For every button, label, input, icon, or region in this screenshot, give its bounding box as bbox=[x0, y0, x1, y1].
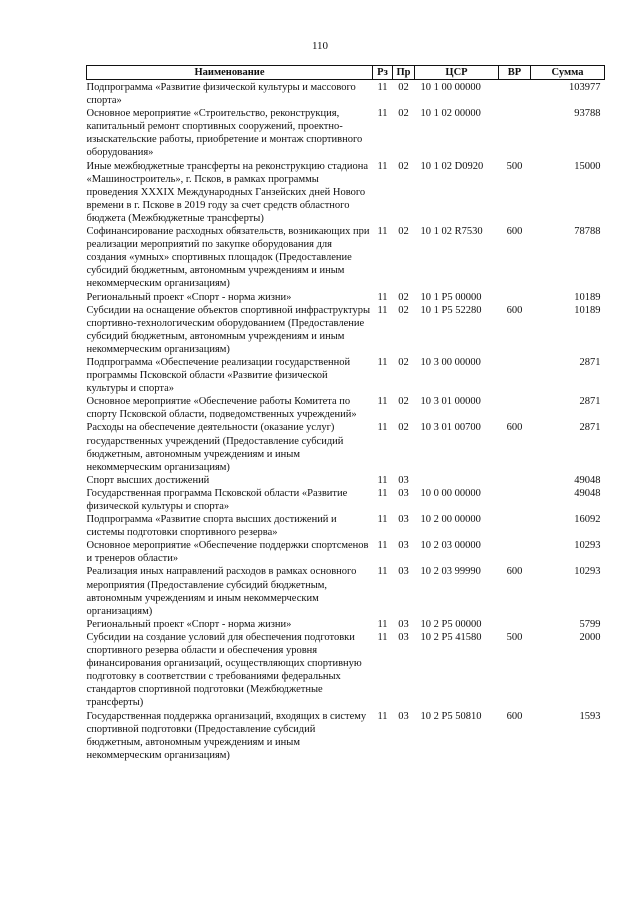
row-sum: 2871 bbox=[579, 356, 601, 368]
row-rz: 11 bbox=[377, 710, 388, 722]
row-name: Государственная программа Псковской области «Развитие физической культуры и спорта» bbox=[86, 487, 348, 512]
row-name: Основное мероприятие «Строительство, реконструкция, капитальный ремонт спортивных сооружений, проектно-изыскательские работы, приобретение и монтаж спортивного оборудования» bbox=[86, 108, 363, 159]
row-pr: 02 bbox=[398, 108, 409, 120]
header-csr: ЦСР bbox=[415, 66, 499, 80]
row-vr bbox=[499, 107, 531, 159]
row-rz: 11 bbox=[377, 396, 388, 408]
row-rz: 11 bbox=[377, 618, 388, 630]
row-sum: 10189 bbox=[574, 291, 601, 303]
row-rz: 11 bbox=[377, 514, 388, 526]
row-csr: 10 3 01 00700 bbox=[420, 422, 481, 434]
row-pr: 02 bbox=[398, 396, 409, 408]
header-pr: Пр bbox=[393, 66, 415, 80]
row-vr: 500 bbox=[506, 160, 523, 172]
row-csr: 10 0 00 00000 bbox=[420, 487, 481, 499]
row-name: Подпрограмма «Обеспечение реализации государственной программы Псковской области «Развитие физической культуры и спорта» bbox=[86, 356, 351, 395]
row-name: Основное мероприятие «Обеспечение поддержки спортсменов и тренеров области» bbox=[86, 540, 369, 565]
row-pr: 02 bbox=[398, 226, 409, 238]
table-row bbox=[87, 539, 605, 565]
row-rz: 11 bbox=[377, 631, 388, 643]
row-vr bbox=[499, 395, 531, 421]
row-sum: 103977 bbox=[569, 82, 601, 93]
table-row bbox=[87, 356, 605, 395]
row-rz: 11 bbox=[377, 474, 388, 486]
row-pr: 03 bbox=[398, 631, 409, 643]
row-sum: 2871 bbox=[579, 422, 601, 434]
row-name: Иные межбюджетные трансферты на реконструкцию стадиона «Машиностроитель», г. Псков, в рамках программы проведения XXXIX Международных Ганзейских дней Нового времени в г. Пскове в 2019 году за счет средств областного бюджета (Межбюджетные трансферты) bbox=[86, 160, 368, 224]
row-name: Спорт высших достижений bbox=[86, 474, 210, 486]
row-rz: 11 bbox=[377, 566, 388, 578]
row-pr: 02 bbox=[398, 291, 409, 303]
row-rz: 11 bbox=[377, 226, 388, 238]
row-pr: 02 bbox=[398, 304, 409, 316]
row-vr bbox=[499, 487, 531, 513]
table-row bbox=[87, 80, 605, 108]
row-csr: 10 1 02 00000 bbox=[420, 108, 481, 120]
row-pr: 03 bbox=[398, 487, 409, 499]
row-csr: 10 1 P5 52280 bbox=[420, 304, 482, 316]
page-number: 110 bbox=[311, 40, 329, 52]
table-row bbox=[87, 513, 605, 539]
table-row bbox=[87, 291, 605, 304]
row-vr: 600 bbox=[506, 304, 523, 316]
row-vr bbox=[499, 539, 531, 565]
table-row bbox=[87, 421, 605, 473]
row-pr: 03 bbox=[398, 474, 409, 486]
row-vr bbox=[499, 80, 531, 108]
row-csr: 10 2 03 00000 bbox=[420, 540, 481, 552]
row-csr: 10 2 03 99990 bbox=[420, 566, 481, 578]
row-rz: 11 bbox=[377, 82, 388, 93]
row-pr: 02 bbox=[398, 356, 409, 368]
table-body bbox=[87, 80, 605, 762]
row-name: Подпрограмма «Развитие физической культуры и массового спорта» bbox=[86, 82, 356, 107]
row-pr: 03 bbox=[398, 514, 409, 526]
row-rz: 11 bbox=[377, 540, 388, 552]
row-csr: 10 1 P5 00000 bbox=[420, 291, 482, 303]
row-pr: 02 bbox=[398, 82, 409, 93]
row-vr: 600 bbox=[506, 422, 523, 434]
table-row bbox=[87, 565, 605, 617]
row-pr: 03 bbox=[398, 710, 409, 722]
row-csr: 10 1 00 00000 bbox=[420, 82, 481, 93]
row-sum: 10293 bbox=[574, 540, 601, 552]
row-csr: 10 3 01 00000 bbox=[420, 396, 481, 408]
row-name: Подпрограмма «Развитие спорта высших достижений и системы подготовки спортивного резерва» bbox=[86, 514, 337, 539]
row-sum: 10189 bbox=[574, 304, 601, 316]
row-name: Региональный проект «Спорт - норма жизни» bbox=[86, 618, 292, 630]
row-rz: 11 bbox=[377, 422, 388, 434]
row-name: Субсидии на создание условий для обеспечения подготовки спортивного резерва области и обеспечения уровня финансирования организаций, осуществляющих спортивную подготовку в соответствии с требованиями федеральных стандартов спортивной подготовки (Межбюджетные трансферты) bbox=[86, 631, 362, 709]
table-row bbox=[87, 487, 605, 513]
row-name: Основное мероприятие «Обеспечение работы Комитета по спорту Псковской области, подведомственных учреждений» bbox=[86, 396, 357, 421]
row-sum: 49048 bbox=[574, 474, 601, 486]
row-name: Субсидии на оснащение объектов спортивной инфраструктуры спортивно-технологическим оборудованием (Предоставление субсидий бюджетным, автономным учреждениям и иным некоммерческим организациям) bbox=[86, 304, 371, 355]
table-row bbox=[87, 618, 605, 631]
row-name: Расходы на обеспечение деятельности (оказание услуг) государственных учреждений (Предоставление субсидий бюджетным, автономным учреждениям и иным некоммерческим организациям) bbox=[86, 422, 344, 473]
row-vr bbox=[499, 291, 531, 304]
row-csr: 10 2 P5 41580 bbox=[420, 631, 482, 643]
row-name: Региональный проект «Спорт - норма жизни» bbox=[86, 291, 292, 303]
row-sum: 5799 bbox=[579, 618, 601, 630]
row-vr bbox=[499, 618, 531, 631]
table-header-row bbox=[87, 66, 605, 80]
row-rz: 11 bbox=[377, 108, 388, 120]
table-row bbox=[87, 304, 605, 356]
row-name: Реализация иных направлений расходов в рамках основного мероприятия (Предоставление субсидий бюджетным, автономным учреждениям и иным некоммерческим организациям) bbox=[86, 566, 357, 617]
row-rz: 11 bbox=[377, 160, 388, 172]
row-sum: 10293 bbox=[574, 566, 601, 578]
row-vr: 600 bbox=[506, 710, 523, 722]
row-csr bbox=[415, 474, 499, 487]
budget-table bbox=[86, 65, 605, 762]
row-rz: 11 bbox=[377, 487, 388, 499]
table-row bbox=[87, 107, 605, 159]
table-row bbox=[87, 631, 605, 710]
row-vr: 500 bbox=[506, 631, 523, 643]
row-csr: 10 3 00 00000 bbox=[420, 356, 481, 368]
header-rz: Рз bbox=[373, 66, 393, 80]
row-csr: 10 1 02 R7530 bbox=[420, 226, 483, 238]
header-name: Наименование bbox=[87, 66, 373, 80]
row-name: Софинансирование расходных обязательств, возникающих при реализации мероприятий по закупке оборудования для создания «умных» спортивных площадок (Предоставление субсидий бюджетным, автономным учреждениям и иным некоммерческим организациям) bbox=[86, 226, 370, 290]
row-rz: 11 bbox=[377, 291, 388, 303]
header-vr: ВР bbox=[499, 66, 531, 80]
table-row bbox=[87, 160, 605, 225]
row-name: Государственная поддержка организаций, входящих в систему спортивной подготовки (Предоставление субсидий бюджетным, автономным учреждениям и иным некоммерческим организациям) bbox=[86, 710, 367, 761]
row-sum: 2871 bbox=[579, 396, 601, 408]
row-sum: 16092 bbox=[574, 514, 601, 526]
table-row bbox=[87, 395, 605, 421]
row-vr bbox=[499, 474, 531, 487]
row-sum: 2000 bbox=[579, 631, 601, 643]
row-sum: 1593 bbox=[579, 710, 601, 722]
row-sum: 93788 bbox=[574, 108, 601, 120]
row-sum: 49048 bbox=[574, 487, 601, 499]
row-csr: 10 2 P5 50810 bbox=[420, 710, 482, 722]
table-row bbox=[87, 710, 605, 762]
row-sum: 15000 bbox=[574, 160, 601, 172]
row-rz: 11 bbox=[377, 356, 388, 368]
row-csr: 10 1 02 D0920 bbox=[420, 160, 484, 172]
header-sum: Сумма bbox=[531, 66, 605, 80]
row-pr: 03 bbox=[398, 540, 409, 552]
row-pr: 02 bbox=[398, 422, 409, 434]
row-sum: 78788 bbox=[574, 226, 601, 238]
row-rz: 11 bbox=[377, 304, 388, 316]
row-pr: 03 bbox=[398, 566, 409, 578]
row-csr: 10 2 P5 00000 bbox=[420, 618, 482, 630]
row-pr: 03 bbox=[398, 618, 409, 630]
row-vr: 600 bbox=[506, 226, 523, 238]
row-vr bbox=[499, 513, 531, 539]
row-vr: 600 bbox=[506, 566, 523, 578]
row-pr: 02 bbox=[398, 160, 409, 172]
table-row bbox=[87, 225, 605, 290]
row-vr bbox=[499, 356, 531, 395]
table-row bbox=[87, 474, 605, 487]
row-csr: 10 2 00 00000 bbox=[420, 514, 481, 526]
